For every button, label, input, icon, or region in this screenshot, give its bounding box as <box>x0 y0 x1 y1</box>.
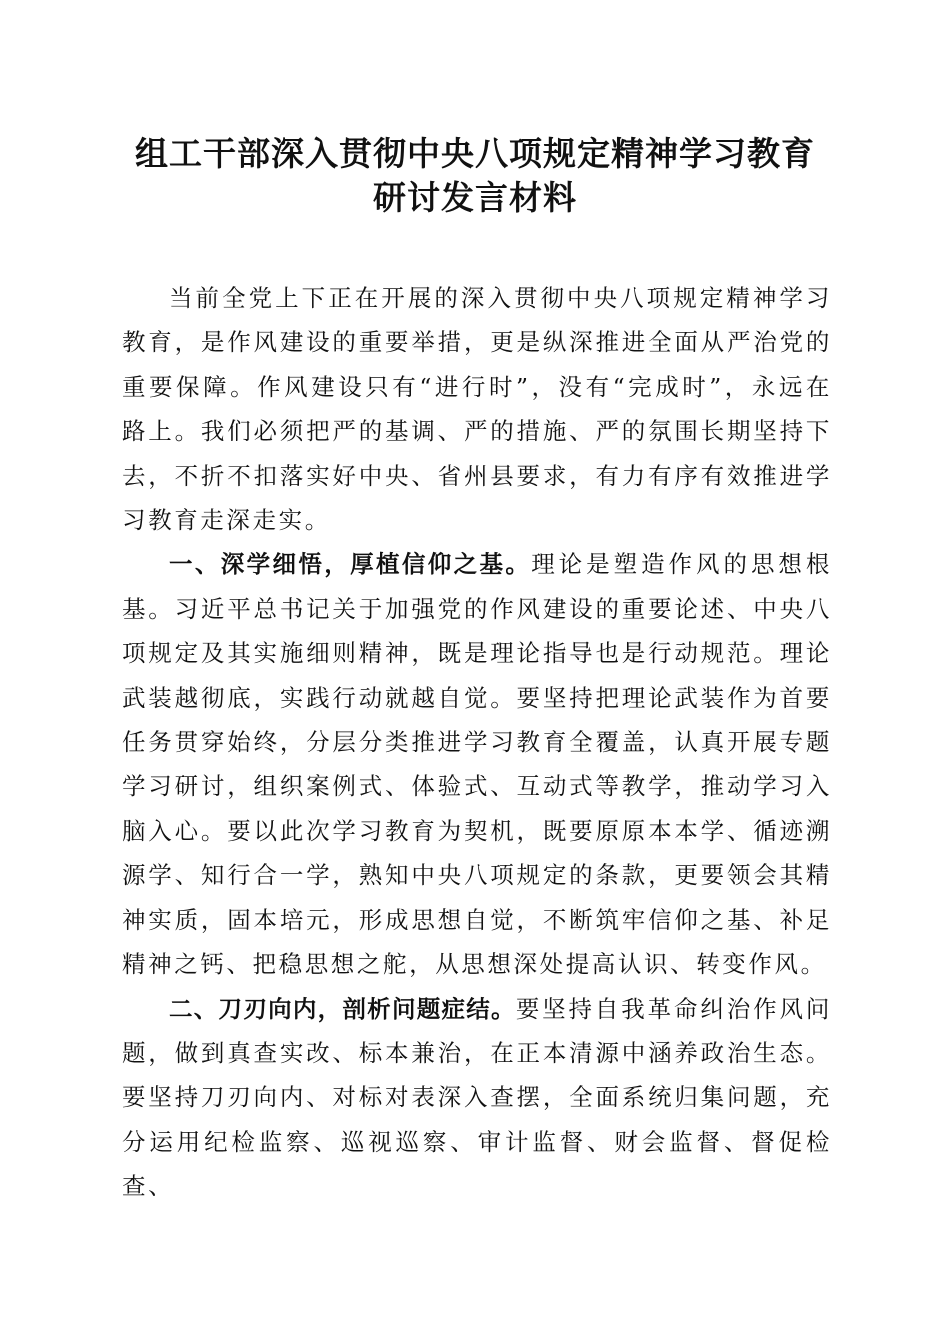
paragraph-intro <box>122 276 832 542</box>
paragraph-section-2 <box>122 987 832 1209</box>
title-line-1: 组工干部深入贯彻中央八项规定精神学习教育 <box>135 134 815 173</box>
title-line-2: 研讨发言材料 <box>373 178 577 217</box>
paragraph-text: 要坚持自我革命纠治作风问题，做到真查实改、标本兼治，在正本清源中涵养政治生态。要坚持刀刃向内、对标对表深入查摆，全面系统归集问题，充分运用纪检监察、巡视巡察、审计监督、财会监督、督促检查、 <box>122 994 833 1201</box>
paragraph-section-1 <box>122 542 832 986</box>
section-heading: 二、刀刃向内，剖析问题症结。 <box>169 994 516 1023</box>
section-heading: 一、深学细悟，厚植信仰之基。 <box>169 550 532 579</box>
paragraph-text: 当前全党上下正在开展的深入贯彻中央八项规定精神学习教育，是作风建设的重要举措，更是纵深推进全面从严治党的重要保障。作风建设只有“进行时”，没有“完成时”，永远在路上。我们必须把严的基调、严的措施、严的氛围长期坚持下去，不折不扣落实好中央、省州县要求，有力有序有效推进学习教育走深走实。 <box>122 284 832 535</box>
paragraph-text: 理论是塑造作风的思想根基。习近平总书记关于加强党的作风建设的重要论述、中央八项规定及其实施细则精神，既是理论指导也是行动规范。理论武装越彻底，实践行动就越自觉。要坚持把理论武装作为首要任务贯穿始终，分层分类推进学习教育全覆盖，认真开展专题学习研讨，组织案例式、体验式、互动式等教学，推动学习入脑入心。要以此次学习教育为契机，既要原原本本学、循迹溯源学、知行合一学，熟知中央八项规定的条款，更要领会其精神实质，固本培元，形成思想自觉，不断筑牢信仰之基、补足精神之钙、把稳思想之舵，从思想深处提高认识、转变作风。 <box>122 550 832 979</box>
document-body <box>122 276 832 1209</box>
document-title <box>100 132 850 220</box>
